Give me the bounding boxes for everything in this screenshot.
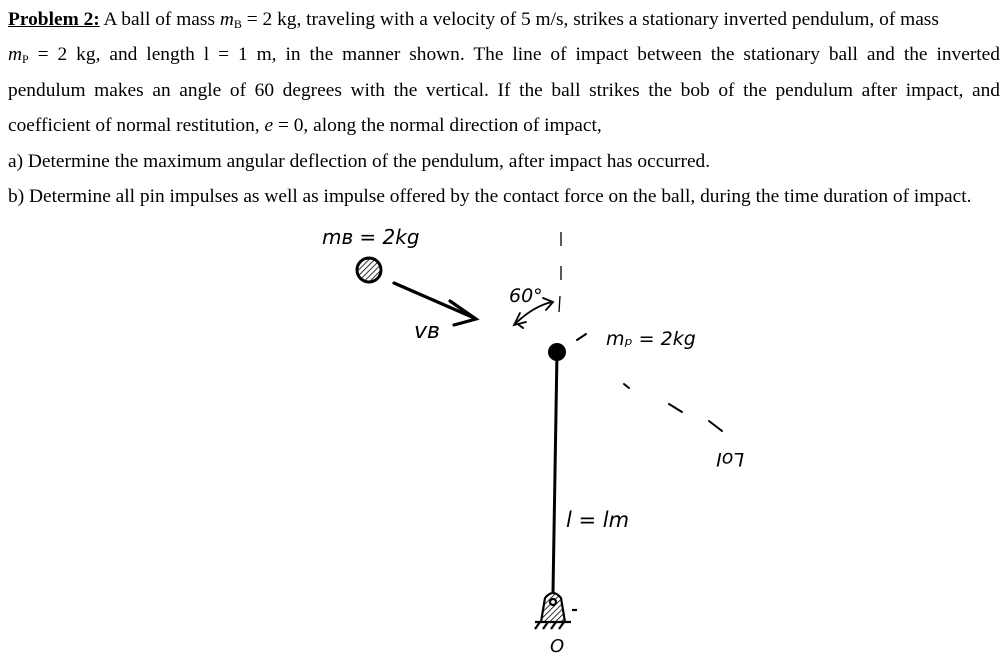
pendulum-rod (553, 352, 557, 592)
part-a: a) Determine the maximum angular deflection of the pendulum, after impact has occurred. (8, 150, 711, 172)
problem-line-3: pendulum makes an angle of 60 degrees with the vertical. If the ball strikes the bob of the pendulum after impact, and (8, 79, 1000, 101)
problem-line-1: Problem 2: A ball of mass $m_B = 2$ kg, traveling with a velocity of 5 m/s, strikes a stationary inverted pendulum, of mass (8, 9, 939, 31)
velocity-label: vʙ (414, 319, 440, 344)
pendulum-bob (548, 343, 566, 361)
loi-label: LoI (716, 448, 744, 470)
mass-pendulum-symbol: m (8, 44, 23, 66)
pendulum-mass-label: mₚ = 2kg (606, 328, 696, 350)
ball-mass-label: mʙ = 2kg (322, 225, 420, 249)
restitution-symbol: e (264, 115, 274, 137)
ball (357, 258, 381, 282)
angle-label: 60° (509, 285, 543, 307)
pin-support (535, 593, 577, 629)
mass-ball-symbol: m (219, 9, 234, 30)
problem-line-4: coefficient of normal restitution, e = 0, along the normal direction of impact, (8, 115, 602, 137)
problem-label: Problem 2: (8, 9, 100, 30)
problem-line-2: $m_P = 2$ kg, and length l = 1 m, in the manner shown. The line of impact between the stationary ball and the inverted (8, 44, 1000, 67)
length-label: l = lm (566, 508, 630, 532)
part-b: b) Determine all pin impulses as well as impulse offered by the contact force on the ball, during the time duration of impact. (8, 186, 972, 208)
pivot-label: O (550, 636, 565, 657)
vertical-reference-line (559, 232, 561, 312)
